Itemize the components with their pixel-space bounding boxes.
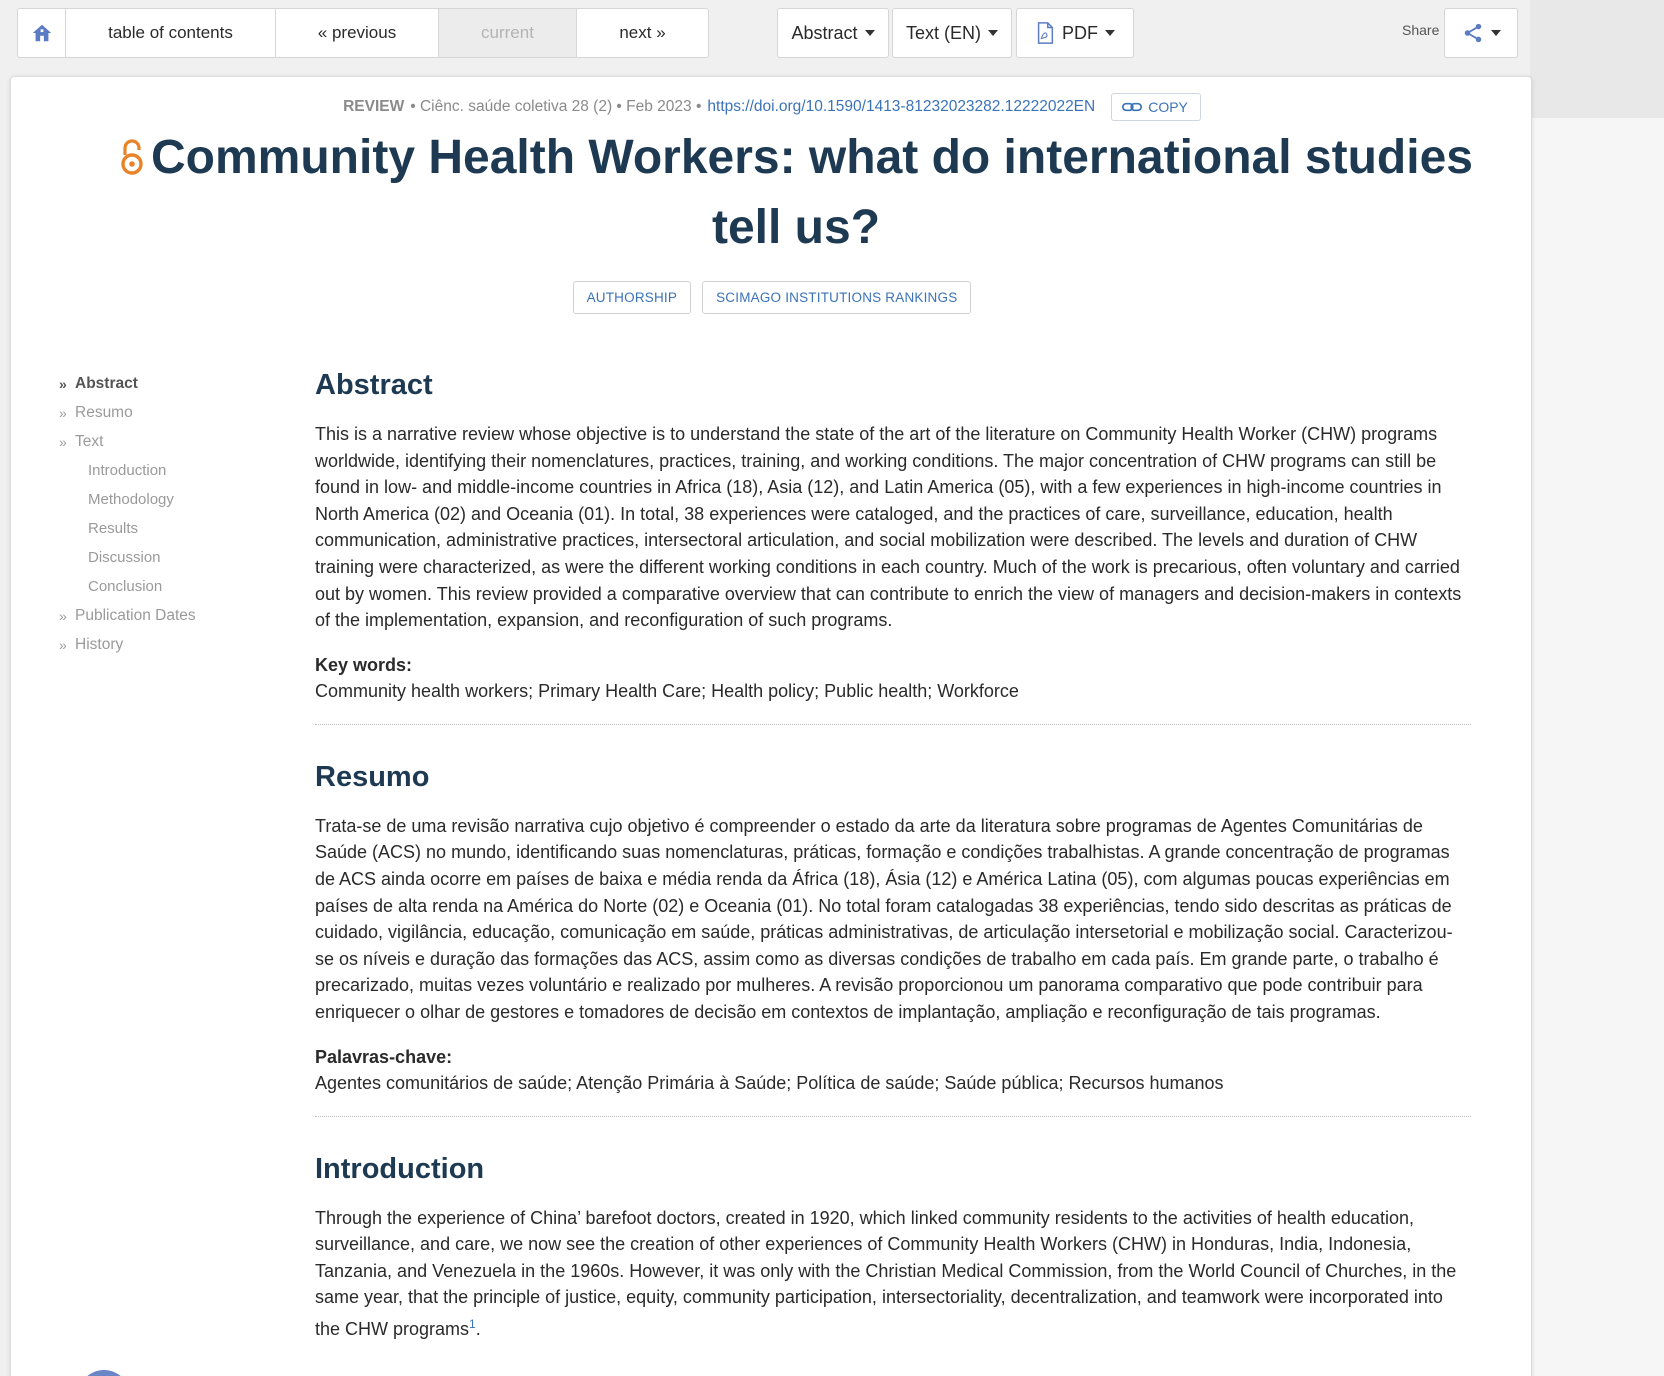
footnote-link[interactable]: 1 — [469, 1316, 476, 1331]
article-meta — [11, 93, 1533, 121]
chevron-right-icon: » — [59, 375, 67, 392]
article-tags — [11, 281, 1533, 314]
keywords-label: Key words: — [315, 654, 413, 675]
article-type: REVIEW — [343, 98, 405, 115]
share-icon — [1462, 22, 1484, 44]
home-button[interactable] — [18, 9, 66, 57]
divider — [315, 724, 1471, 725]
nav-label: Publication Dates — [75, 606, 196, 624]
next-button[interactable]: next » — [619, 23, 666, 42]
article-title — [91, 123, 1501, 263]
nav-label: Resumo — [75, 403, 133, 421]
nav-resumo[interactable] — [59, 398, 289, 427]
right-column — [1530, 118, 1664, 1376]
nav-discussion[interactable]: Discussion — [88, 549, 161, 566]
pdf-dropdown[interactable] — [1016, 8, 1134, 58]
issue-nav-group — [17, 8, 709, 58]
scimago-rankings-button[interactable]: SCIMAGO INSTITUTIONS RANKINGS — [702, 281, 971, 314]
text-language-dropdown[interactable] — [892, 8, 1012, 58]
chevron-right-icon: » — [59, 607, 67, 624]
home-icon — [31, 22, 53, 44]
top-toolbar — [0, 0, 1664, 68]
chevron-right-icon: » — [59, 404, 67, 421]
current-button: current — [439, 9, 577, 57]
article-body — [315, 367, 1471, 1342]
introduction-text — [315, 1205, 1471, 1343]
journal-info: • Ciênc. saúde coletiva 28 (2) • Feb 2023 • — [410, 98, 702, 115]
nav-abstract[interactable] — [59, 369, 289, 398]
table-of-contents-button[interactable]: table of contents — [66, 9, 276, 57]
chevron-right-icon: » — [59, 636, 67, 653]
nav-conclusion[interactable]: Conclusion — [88, 578, 163, 595]
resumo-text: Trata-se de uma revisão narrativa cujo objetivo é compreender o estado da arte da literatura sobre programas de Agentes Comunitárias de Saúde (ACS) no mundo, identificando suas nomenclaturas, práticas, formação e condições trabalhistas. A grande concentração de programas de ACS ainda ocorre em países de baixa e média renda da África (18), Ásia (12) e América Latina (05), com algumas poucas experiências em países de alta renda na América do Norte (02) e Oceania (01). No total foram catalogadas 38 experiências, tendo sido descritas as práticas de cuidado, vigilância, educação, comunicação em saúde, práticas administrativas, de articulação intersetorial e mobilização social. Caracterizou-se os níveis e duração das formações das ACS, assim como as diversas condições de trabalho em cada país. Em grande parte, o trabalho é precarizado, muitas vezes voluntário e realizado por mulheres. A revisão proporcionou um panorama comparativo que pode contribuir para enriquecer o olhar de gestores e tomadores de decisão em contextos de implantação, ampliação e reconfiguração de tais programas. — [315, 815, 1453, 1022]
doi-link[interactable]: https://doi.org/10.1590/1413-81232023282.12222022EN — [707, 98, 1096, 115]
open-access-icon — [119, 137, 145, 177]
introduction-body: Through the experience of China’ barefoot doctors, created in 1920, which linked community residents to the activities of health education, surveillance, and care, we now see the creation of other experiences of Community Health Workers (CHW) in Honduras, India, Indonesia, Tanzania, and Venezuela in the 1960s. However, it was only with the Christian Medical Commission, from the World Council of Churches, in the same year, that the principle of justice, equity, community participation, intersectoriality, decentralization, and teamwork were incorporated into the CHW programs — [315, 1207, 1457, 1339]
introduction-section — [315, 1151, 1471, 1343]
nav-results[interactable]: Results — [88, 520, 139, 537]
nav-label: Abstract — [75, 374, 138, 392]
palavras-chave: Agentes comunitários de saúde; Atenção Primária à Saúde; Política de saúde; Saúde pública; Recursos humanos — [315, 1072, 1224, 1093]
keywords: Community health workers; Primary Health Care; Health policy; Public health; Workforce — [315, 680, 1019, 701]
nav-methodology[interactable]: Methodology — [88, 491, 174, 508]
text-dropdown-label: Text (EN) — [905, 22, 981, 43]
divider — [315, 1116, 1471, 1117]
abstract-dropdown-label: Abstract — [791, 22, 858, 43]
link-icon — [1122, 100, 1142, 114]
copy-label: COPY — [1148, 99, 1188, 115]
caret-down-icon — [988, 30, 998, 36]
section-heading: Introduction — [315, 1152, 485, 1185]
abstract-section — [315, 367, 1471, 704]
pdf-icon — [1035, 22, 1055, 44]
nav-label: Text — [75, 432, 104, 450]
copy-doi-button[interactable] — [1111, 93, 1201, 121]
chevron-right-icon: » — [59, 433, 67, 450]
section-nav — [59, 369, 289, 659]
nav-label: History — [75, 635, 124, 653]
previous-button[interactable]: « previous — [276, 9, 439, 57]
abstract-dropdown[interactable] — [777, 8, 889, 58]
resumo-section — [315, 759, 1471, 1096]
share-label: Share — [1402, 22, 1440, 38]
section-heading: Resumo — [315, 760, 430, 793]
abstract-text: This is a narrative review whose objective is to understand the state of the art of the literature on Community Health Worker (CHW) programs worldwide, identifying their nomenclatures, practices, training, and working conditions. The major concentration of CHW programs can still be found in low- and middle-income countries in Africa (18), Asia (12), and Latin America (05), with a few experiences in high-income countries in North America (02) and Oceania (01). In total, 38 experiences were cataloged, and the practices of care, surveillance, education, health communication, administrative practices, intersectoral articulation, and social mobilization were described. The levels and duration of CHW training were characterized, as were the different working conditions in each country. Much of the work is precarious, often voluntary and carried out by women. This review provided a comparative overview that can contribute to enrich the view of managers and decision-makers in contexts of the implementation, expansion, and reconfiguration of such programs. — [315, 424, 1462, 631]
introduction-end: . — [475, 1318, 481, 1339]
caret-down-icon — [1491, 30, 1501, 36]
share-dropdown[interactable] — [1444, 8, 1518, 58]
nav-text[interactable] — [59, 427, 289, 456]
article-card — [10, 76, 1532, 1376]
pdf-dropdown-label: PDF — [1062, 22, 1098, 43]
nav-introduction[interactable]: Introduction — [88, 462, 167, 479]
caret-down-icon — [865, 30, 875, 36]
caret-down-icon — [1105, 30, 1115, 36]
palavras-chave-label: Palavras-chave: — [315, 1046, 453, 1067]
nav-history[interactable] — [59, 630, 289, 659]
article-title-text: Community Health Workers: what do international studies tell us? — [151, 131, 1473, 254]
authorship-button[interactable]: AUTHORSHIP — [573, 281, 692, 314]
section-heading: Abstract — [315, 369, 433, 401]
nav-publication-dates[interactable] — [59, 601, 289, 630]
